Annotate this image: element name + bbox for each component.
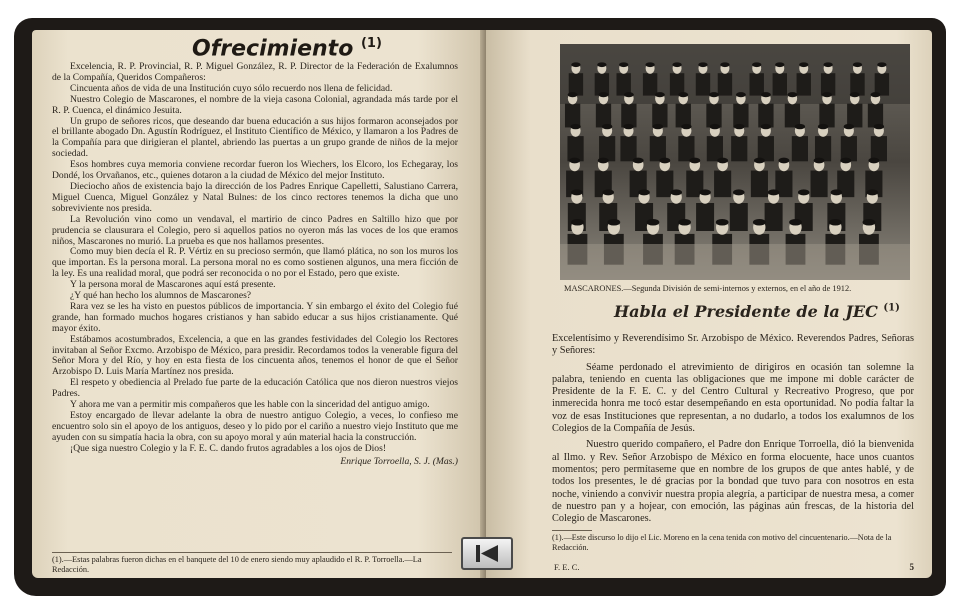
paragraph: Dieciocho años de existencia bajo la dirección de los Padres Enrique Capelletti, Salustiano Carrera, Miguel Cuenca, Miguel González y Natal Bulnes: de los cinco rectores tenemos la dicha que uno sobreviviente nos presida. bbox=[52, 180, 458, 214]
skip-back-icon bbox=[463, 539, 511, 568]
paragraph: Excelencia, R. P. Provincial, R. P. Miguel González, R. P. Director de la Federación de Exalumnos de la Compañía, Queridos Compañeros: bbox=[52, 61, 458, 83]
right-footnote bbox=[552, 530, 914, 553]
paragraph: La Revolución vino como un vendaval, el martirio de cinco Padres en Saltillo hizo que por prudencia se clausurara el Colegio, pero si aquellos patios no oyeron más las voces de los que eramos niños, Mascarones no murió. La prueba es que nos hallamos presentes. bbox=[52, 213, 458, 247]
paragraph: Y ahora me van a permitir mis compañeros que les hable con la sinceridad del antiguo amigo. bbox=[70, 399, 430, 411]
paragraph: Estábamos acostumbrados, Excelencia, a que en las grandes festividades del Colegio los Rectores invitaban al Señor Excmo. Arzobispo de México, para presidir. Recordamos todos la venerable figura del Señor Mora y del Río, y hoy en esta fiesta de los cincuenta años, tenemos el honor de que el Señor Arzobispo D. Luis María Martínez nos presida. bbox=[52, 333, 458, 378]
page-title-ofrecimiento bbox=[192, 36, 392, 61]
paragraph: Como muy bien decía el R. P. Vértiz en su precioso sermón, que llamó plática, no son los muros los que importan. Es la persona moral. La persona moral no es como sostienen algunos, una mera ficción de la ley. Es una realidad moral, que podrá ser reconocida o no por el Estado, pero que existe. bbox=[52, 246, 458, 280]
group-photo-image bbox=[560, 44, 910, 280]
paragraph: Nuestro Colegio de Mascarones, el nombre de la vieja casona Colonial, agrandada más tarde por el R. P. Cuenca, el dinámico Jesuita. bbox=[52, 93, 458, 116]
title-text: Ofrecimiento bbox=[192, 36, 354, 62]
title-footnote-mark: (1) bbox=[360, 36, 382, 51]
paragraph: Esos hombres cuya memoria conviene recordar fueron los Wiechers, los Elcoro, los Echegaray, los Dondé, los Orvañanos, etc., quienes dotaron a la ciudad de México del mejor Instituto. bbox=[52, 159, 458, 182]
title-text: Habla el Presidente de la JEC bbox=[614, 302, 878, 321]
photo-caption: MASCARONES.—Segunda División de semi-internos y externos, en el año de 1912. bbox=[564, 284, 852, 293]
paragraph: Y la persona moral de Mascarones aquí está presente. bbox=[70, 279, 276, 291]
signature: Enrique Torroella, S. J. (Mas.) bbox=[340, 455, 458, 467]
page-title-presidente bbox=[614, 302, 900, 321]
page-number: 5 bbox=[909, 562, 914, 572]
left-footnote: (1).—Estas palabras fueron dichas en el banquete del 10 de enero siendo muy aplaudido el R. P. Torroella.—La Redacción. bbox=[52, 552, 452, 575]
paragraph: Rara vez se les ha visto en puestos públicos de importancia. Y sin embargo el éxito del Colegio fué grande, han formado muchos hogares cristianos y han sabido educar a sus hijos cristianamente. Qué mayor éxito. bbox=[52, 300, 458, 334]
footnote-text: (1).—Este discurso lo dijo el Lic. Moreno en la cena tenida con motivo del cincuentenario.—Nota de la Redacción. bbox=[552, 533, 892, 552]
paragraph: Séame perdonado el atrevimiento de dirigiros en ocasión tan solemne la palabra, teniendo en cuenta las obligaciones que me impone mi doble carácter de Presidente de la F. E. C. y del Centro Cultural y Recreativo Progreso, que por inmerecida honra me tocó estar desempeñando en esta oportunidad. No podía faltar la voz de esas Instituciones que representan, a no dudarlo, a todos los exalumnos de los Colegios de la Compañía de Jesús. bbox=[552, 361, 914, 435]
paragraph: Cincuenta años de vida de una Institución cuyo sólo recuerdo nos llena de felicidad. bbox=[70, 82, 393, 94]
left-body-text bbox=[52, 62, 458, 468]
running-footer: F. E. C. bbox=[554, 562, 580, 572]
paragraph: Estoy encargado de llevar adelante la obra de nuestro antiguo Colegio, a veces, lo confieso me encuentro solo sin el apoyo de los antiguos, deseo y lo pido por el cariño a nuestro viejo Instituto que me ayuden con su simpatía hacia la obra, con su apoyo moral y aún material hacia la construcción. bbox=[52, 410, 458, 443]
right-body-text bbox=[552, 333, 914, 529]
back-to-first-button[interactable] bbox=[461, 537, 513, 570]
paragraph: El respeto y obediencia al Prelado fue parte de la educación Católica que nos dieron nuestros viejos Padres. bbox=[52, 377, 458, 400]
footnote-rule bbox=[552, 530, 592, 531]
left-page bbox=[32, 30, 486, 578]
paragraph: ¿Y qué han hecho los alumnos de Mascarones? bbox=[70, 290, 252, 302]
paragraph: Un grupo de señores ricos, que deseando dar buena educación a sus hijos formaron aconsejados por el brillante abogado Dn. Agustín Rodríguez, el Instituto Científico de México, y llamaron a los Padres de la Compañía para que dirigieran el plantel, abriendo las puertas a un grupo grande de niños de la mejor sociedad. bbox=[52, 115, 458, 160]
right-page bbox=[486, 30, 932, 578]
paragraph: Nuestro querido compañero, el Padre don Enrique Torroella, dió la bienvenida al Ilmo. y Rev. Señor Arzobispo de México en forma elocuente, hace unos cuantos momentos; pero permítaseme que en nombre de los grupos de que antes hablé, y de todos los presentes, le dé gracias por la bondad que tuvo para con nosotros en esta noche, viniendo a convivir nuestra propia alegría, a participar de nuestra mesa, a comer de nuestro pan y a hojear, con emoción, las páginas aún frescas, de la historia del Colegio de Mascarones. bbox=[552, 439, 914, 525]
paragraph: ¡Que siga nuestro Colegio y la F. E. C. dando frutos agradables a los ojos de Dios! bbox=[70, 442, 387, 454]
salutation: Excelentísimo y Reverendísimo Sr. Arzobispo de México. Reverendos Padres, Señoras y Señores: bbox=[552, 333, 914, 357]
title-footnote-mark: (1) bbox=[883, 302, 900, 314]
group-photo bbox=[560, 44, 910, 280]
